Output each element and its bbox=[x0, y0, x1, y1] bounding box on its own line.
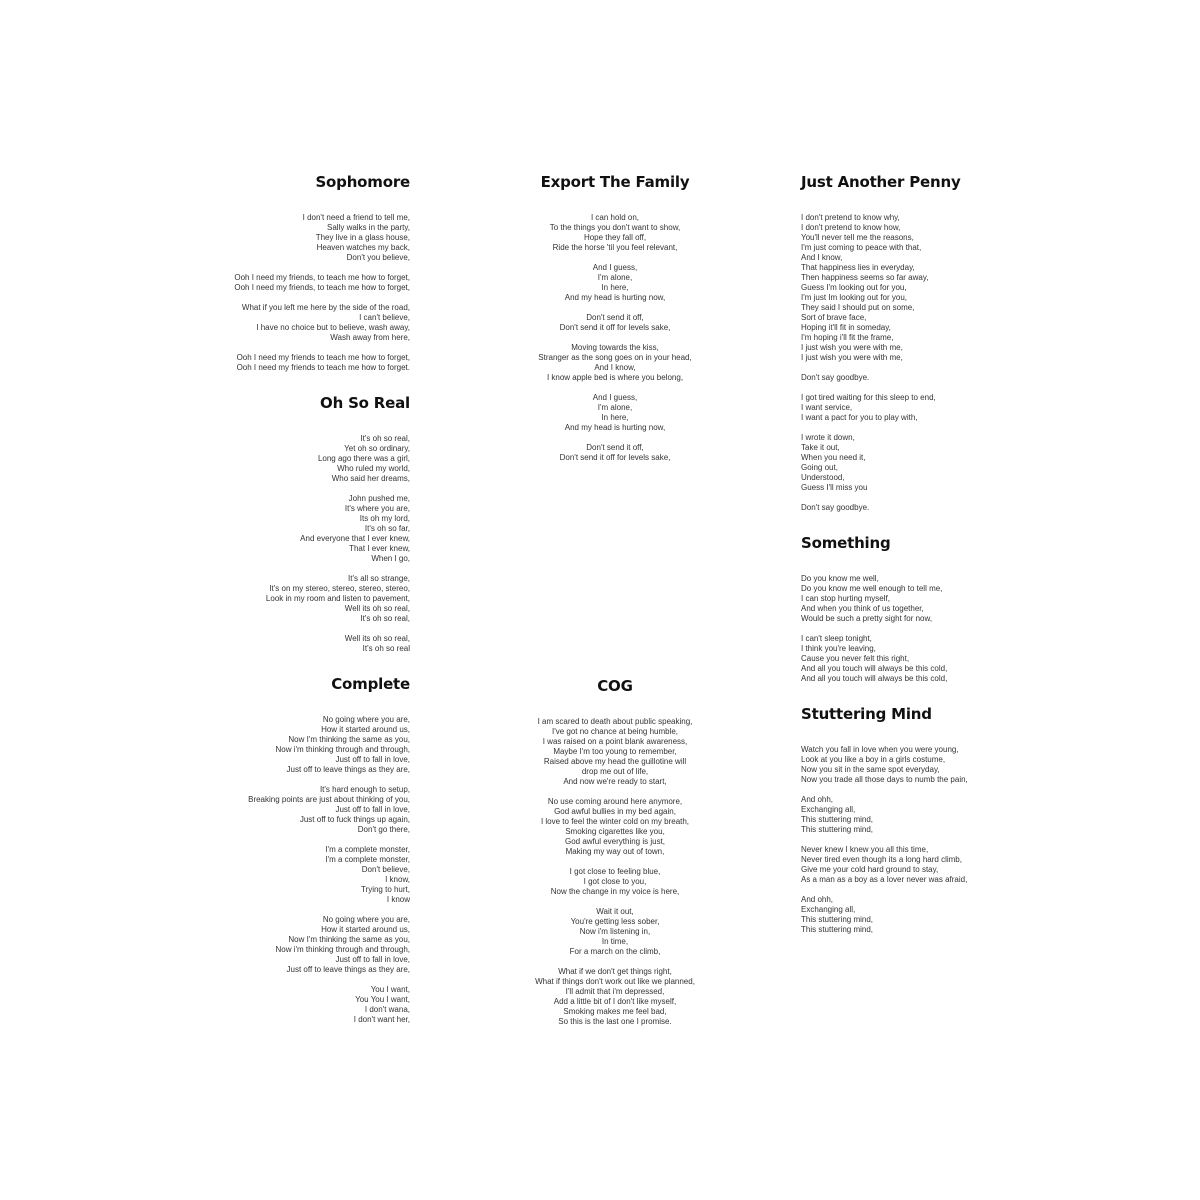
lyric-line: Now i'm thinking through and through, bbox=[275, 745, 410, 754]
lyric-line: They said I should put on some, bbox=[801, 303, 915, 312]
lyric-line: I know apple bed is where you belong, bbox=[546, 373, 684, 382]
lyric-line: I was raised on a point blank awareness, bbox=[542, 737, 688, 746]
song-title: Complete bbox=[331, 675, 410, 693]
lyric-line: I'm alone, bbox=[597, 273, 633, 282]
song-block bbox=[801, 534, 1101, 694]
lyric-line: I'm hoping i'll fit the frame, bbox=[801, 333, 894, 342]
lyric-line: I can't sleep tonight, bbox=[801, 634, 872, 643]
lyric-line: Then happiness seems so far away, bbox=[801, 273, 929, 282]
lyric-line: I know bbox=[386, 895, 410, 904]
lyric-line: Heaven watches my back, bbox=[316, 243, 410, 252]
lyric-line: Now the change in my voice is here, bbox=[550, 887, 680, 896]
lyric-line: How it started around us, bbox=[321, 725, 410, 734]
lyric-line: Don't send it off, bbox=[586, 313, 644, 322]
lyric-line: Now i'm listening in, bbox=[579, 927, 651, 936]
lyric-line: I am scared to death about public speaking, bbox=[537, 717, 693, 726]
stanza bbox=[110, 574, 410, 624]
lyric-line: And when you think of us together, bbox=[801, 604, 924, 613]
song-title: Sophomore bbox=[315, 173, 410, 191]
lyric-line: It's on my stereo, stereo, stereo, stereo, bbox=[269, 584, 410, 593]
stanza bbox=[110, 303, 410, 343]
lyric-line: And everyone that I ever knew, bbox=[300, 534, 410, 543]
lyric-line: Hoping it'll fit in someday, bbox=[801, 323, 891, 332]
lyric-line: Ooh I need my friends to teach me how to forget. bbox=[236, 363, 410, 372]
song-title: Just Another Penny bbox=[801, 173, 961, 191]
lyric-line: In here, bbox=[601, 283, 629, 292]
lyric-line: Just off to fall in love, bbox=[335, 755, 410, 764]
lyric-line: I don't pretend to know how, bbox=[801, 223, 901, 232]
stanza bbox=[465, 967, 765, 1027]
lyric-line: Its oh my lord, bbox=[359, 514, 410, 523]
lyric-line: I'm just coming to peace with that, bbox=[801, 243, 922, 252]
lyric-line: Well its oh so real, bbox=[344, 634, 410, 643]
lyric-line: I can hold on, bbox=[590, 213, 640, 222]
stanza bbox=[801, 745, 1101, 785]
song-block bbox=[110, 173, 410, 383]
stanza bbox=[110, 353, 410, 373]
stanza bbox=[110, 715, 410, 775]
lyric-line: I have no choice but to believe, wash away, bbox=[256, 323, 410, 332]
lyric-line: Yet oh so ordinary, bbox=[344, 444, 410, 453]
lyric-line: I don't need a friend to tell me, bbox=[302, 213, 410, 222]
lyric-line: You'll never tell me the reasons, bbox=[801, 233, 914, 242]
lyric-line: Exchanging all, bbox=[801, 805, 856, 814]
lyric-line: I've got no chance at being humble, bbox=[551, 727, 679, 736]
stanza bbox=[465, 393, 765, 433]
lyric-line: When you need it, bbox=[801, 453, 866, 462]
stanza bbox=[801, 433, 1101, 493]
lyric-line: I'm alone, bbox=[597, 403, 633, 412]
lyric-line: And my head is hurting now, bbox=[564, 293, 666, 302]
lyric-line: Ooh I need my friends, to teach me how to forget, bbox=[234, 283, 410, 292]
lyric-line: drop me out of life, bbox=[581, 767, 649, 776]
lyric-line: Now i'm thinking through and through, bbox=[275, 945, 410, 954]
lyric-line: Going out, bbox=[801, 463, 838, 472]
lyric-line: Don't say goodbye. bbox=[801, 503, 870, 512]
stanza bbox=[465, 797, 765, 857]
lyric-line: I'm just Im looking out for you, bbox=[801, 293, 908, 302]
lyric-line: And now we're ready to start, bbox=[563, 777, 667, 786]
lyric-line: I don't want her, bbox=[353, 1015, 410, 1024]
lyric-line: What if you left me here by the side of the road, bbox=[241, 303, 410, 312]
lyric-line: Making my way out of town, bbox=[565, 847, 665, 856]
lyric-line: And ohh, bbox=[801, 895, 834, 904]
lyric-line: I'm a complete monster, bbox=[325, 855, 410, 864]
song-block bbox=[110, 675, 410, 1035]
stanza bbox=[110, 785, 410, 835]
lyric-line: I think you're leaving, bbox=[801, 644, 876, 653]
stanza bbox=[110, 273, 410, 293]
lyric-line: Never knew I knew you all this time, bbox=[801, 845, 929, 854]
lyric-line: It's oh so real bbox=[362, 644, 410, 653]
stanza bbox=[110, 434, 410, 484]
lyric-line: No going where you are, bbox=[322, 915, 410, 924]
lyric-line: This stuttering mind, bbox=[801, 925, 874, 934]
lyric-line: Stranger as the song goes on in your head, bbox=[538, 353, 692, 362]
stanza bbox=[801, 213, 1101, 363]
song-title: Stuttering Mind bbox=[801, 705, 932, 723]
stanza bbox=[465, 263, 765, 303]
lyric-line: How it started around us, bbox=[321, 925, 410, 934]
lyric-line: And I guess, bbox=[592, 263, 638, 272]
lyric-line: When I go, bbox=[371, 554, 410, 563]
lyric-line: I can't believe, bbox=[359, 313, 410, 322]
lyric-line: In time, bbox=[601, 937, 629, 946]
lyric-line: Breaking points are just about thinking of you, bbox=[248, 795, 410, 804]
stanza bbox=[110, 634, 410, 654]
stanza bbox=[465, 213, 765, 253]
lyric-line: Maybe I'm too young to remember, bbox=[553, 747, 677, 756]
lyric-line: Exchanging all, bbox=[801, 905, 856, 914]
lyric-line: I can stop hurting myself, bbox=[801, 594, 890, 603]
lyric-line: This stuttering mind, bbox=[801, 825, 874, 834]
lyric-line: And I guess, bbox=[592, 393, 638, 402]
lyric-line: It's oh so far, bbox=[364, 524, 410, 533]
lyric-line: They live in a glass house, bbox=[315, 233, 410, 242]
stanza bbox=[801, 393, 1101, 423]
lyric-line: No use coming around here anymore, bbox=[547, 797, 683, 806]
lyric-line: As a man as a boy as a lover never was afraid, bbox=[801, 875, 968, 884]
lyric-line: Guess I'm looking out for you, bbox=[801, 283, 907, 292]
lyric-line: Add a little bit of I don't like myself, bbox=[553, 997, 677, 1006]
lyric-line: Now I'm thinking the same as you, bbox=[288, 935, 410, 944]
lyric-line: Take it out, bbox=[801, 443, 840, 452]
lyric-line: Just off to fall in love, bbox=[335, 805, 410, 814]
lyric-line: I got close to feeling blue, bbox=[569, 867, 661, 876]
lyric-line: John pushed me, bbox=[348, 494, 410, 503]
lyric-line: Just off to leave things as they are, bbox=[286, 965, 410, 974]
lyric-line: I'm a complete monster, bbox=[325, 845, 410, 854]
song-block bbox=[110, 394, 410, 664]
lyric-line: Moving towards the kiss, bbox=[571, 343, 659, 352]
song-title: COG bbox=[597, 677, 633, 695]
lyric-line: Don't go there, bbox=[357, 825, 410, 834]
song-block bbox=[465, 173, 765, 473]
lyric-line: Would be such a pretty sight for now, bbox=[801, 614, 933, 623]
song-block bbox=[801, 173, 1101, 523]
lyric-line: Well its oh so real, bbox=[344, 604, 410, 613]
lyric-line: For a march on the climb, bbox=[569, 947, 661, 956]
lyric-line: Raised above my head the guillotine will bbox=[543, 757, 687, 766]
lyric-line: Long ago there was a girl, bbox=[317, 454, 410, 463]
lyric-line: This stuttering mind, bbox=[801, 815, 874, 824]
lyric-line: Give me your cold hard ground to stay, bbox=[801, 865, 939, 874]
stanza bbox=[465, 343, 765, 383]
stanza bbox=[465, 443, 765, 463]
lyric-line: In here, bbox=[601, 413, 629, 422]
stanza bbox=[801, 634, 1101, 684]
lyric-line: Don't send it off for levels sake, bbox=[559, 323, 671, 332]
song-title: Export The Family bbox=[540, 173, 690, 191]
lyric-line: Sort of brave face, bbox=[801, 313, 867, 322]
lyric-line: That I ever knew, bbox=[349, 544, 410, 553]
lyric-line: I just wish you were with me, bbox=[801, 343, 903, 352]
lyric-line: What if we don't get things right, bbox=[558, 967, 672, 976]
lyric-line: Do you know me well enough to tell me, bbox=[801, 584, 943, 593]
lyric-line: Understood, bbox=[801, 473, 845, 482]
lyric-line: Don't send it off for levels sake, bbox=[559, 453, 671, 462]
stanza bbox=[110, 915, 410, 975]
lyric-line: Now you sit in the same spot everyday, bbox=[801, 765, 940, 774]
stanza bbox=[801, 503, 1101, 513]
lyric-line: Don't believe, bbox=[361, 865, 410, 874]
lyric-line: Who said her dreams, bbox=[331, 474, 410, 483]
lyric-line: Ride the horse 'til you feel relevant, bbox=[552, 243, 678, 252]
lyric-line: It's where you are, bbox=[344, 504, 410, 513]
stanza bbox=[465, 907, 765, 957]
lyric-line: No going where you are, bbox=[322, 715, 410, 724]
stanza bbox=[465, 717, 765, 787]
lyric-line: I just wish you were with me, bbox=[801, 353, 903, 362]
song-title: Something bbox=[801, 534, 891, 552]
lyric-line: This stuttering mind, bbox=[801, 915, 874, 924]
lyric-line: It's oh so real, bbox=[360, 434, 410, 443]
stanza bbox=[801, 795, 1101, 835]
lyric-line: So this is the last one I promise. bbox=[558, 1017, 672, 1026]
lyric-line: I love to feel the winter cold on my breath, bbox=[540, 817, 690, 826]
lyric-line: Hope they fall off, bbox=[583, 233, 647, 242]
stanza bbox=[110, 985, 410, 1025]
stanza bbox=[801, 373, 1101, 383]
lyric-line: I wrote it down, bbox=[801, 433, 855, 442]
lyric-line: Now you trade all those days to numb the pain, bbox=[801, 775, 968, 784]
lyric-line: Just off to fall in love, bbox=[335, 955, 410, 964]
lyric-line: Ooh I need my friends to teach me how to forget, bbox=[236, 353, 410, 362]
lyric-line: God awful bullies in my bed again, bbox=[554, 807, 676, 816]
song-block bbox=[801, 705, 1101, 945]
lyric-line: And I know, bbox=[594, 363, 636, 372]
lyric-line: Wash away from here, bbox=[330, 333, 410, 342]
lyric-line: Don't send it off, bbox=[586, 443, 644, 452]
stanza bbox=[110, 494, 410, 564]
stanza bbox=[801, 845, 1101, 885]
stanza bbox=[110, 845, 410, 905]
lyric-line: Just off to leave things as they are, bbox=[286, 765, 410, 774]
lyric-line: I want service, bbox=[801, 403, 853, 412]
lyric-line: You I want, bbox=[370, 985, 410, 994]
song-block bbox=[465, 677, 765, 1037]
lyric-line: Trying to hurt, bbox=[360, 885, 410, 894]
lyric-line: I got tired waiting for this sleep to end, bbox=[801, 393, 936, 402]
lyric-line: Just off to fuck things up again, bbox=[299, 815, 410, 824]
lyric-line: It's all so strange, bbox=[348, 574, 410, 583]
lyric-line: And all you touch will always be this cold, bbox=[801, 664, 948, 673]
lyric-line: Smoking makes me feel bad, bbox=[563, 1007, 667, 1016]
lyric-line: God awful everything is just, bbox=[564, 837, 666, 846]
lyric-line: It's hard enough to setup, bbox=[319, 785, 410, 794]
stanza bbox=[110, 213, 410, 263]
lyric-line: Ooh I need my friends, to teach me how to forget, bbox=[234, 273, 410, 282]
lyric-line: Never tired even though its a long hard climb, bbox=[801, 855, 962, 864]
lyric-line: To the things you don't want to show, bbox=[549, 223, 681, 232]
lyric-line: What if things don't work out like we planned, bbox=[535, 977, 695, 986]
stanza bbox=[801, 574, 1101, 624]
lyric-line: That happiness lies in everyday, bbox=[801, 263, 915, 272]
lyric-line: And all you touch will always be this cold, bbox=[801, 674, 948, 683]
lyric-line: Smoking cigarettes like you, bbox=[565, 827, 665, 836]
lyric-line: Do you know me well, bbox=[801, 574, 879, 583]
song-title: Oh So Real bbox=[320, 394, 410, 412]
lyric-line: You're getting less sober, bbox=[570, 917, 660, 926]
lyric-line: I got close to you, bbox=[583, 877, 647, 886]
lyric-line: Wait it out, bbox=[596, 907, 634, 916]
lyric-line: And my head is hurting now, bbox=[564, 423, 666, 432]
lyric-line: You You I want, bbox=[355, 995, 410, 1004]
lyric-line: I don't wana, bbox=[364, 1005, 410, 1014]
lyric-line: Look at you like a boy in a girls costume, bbox=[801, 755, 946, 764]
lyric-line: And I know, bbox=[801, 253, 843, 262]
lyric-line: Guess I'll miss you bbox=[801, 483, 868, 492]
lyric-line: Don't say goodbye. bbox=[801, 373, 870, 382]
lyric-line: I want a pact for you to play with, bbox=[801, 413, 918, 422]
lyric-line: I don't pretend to know why, bbox=[801, 213, 900, 222]
lyric-line: Sally walks in the party, bbox=[327, 223, 410, 232]
stanza bbox=[465, 867, 765, 897]
lyric-line: I know, bbox=[385, 875, 410, 884]
lyric-line: Now I'm thinking the same as you, bbox=[288, 735, 410, 744]
lyric-line: Watch you fall in love when you were young, bbox=[801, 745, 959, 754]
lyric-line: I'll admit that i'm depressed, bbox=[565, 987, 665, 996]
stanza bbox=[465, 313, 765, 333]
lyric-line: Who ruled my world, bbox=[337, 464, 410, 473]
lyric-line: It's oh so real, bbox=[360, 614, 410, 623]
lyric-line: Don't you believe, bbox=[346, 253, 410, 262]
lyric-line: Cause you never felt this right, bbox=[801, 654, 910, 663]
lyric-line: Look in my room and listen to pavement, bbox=[265, 594, 410, 603]
stanza bbox=[801, 895, 1101, 935]
lyric-line: And ohh, bbox=[801, 795, 834, 804]
